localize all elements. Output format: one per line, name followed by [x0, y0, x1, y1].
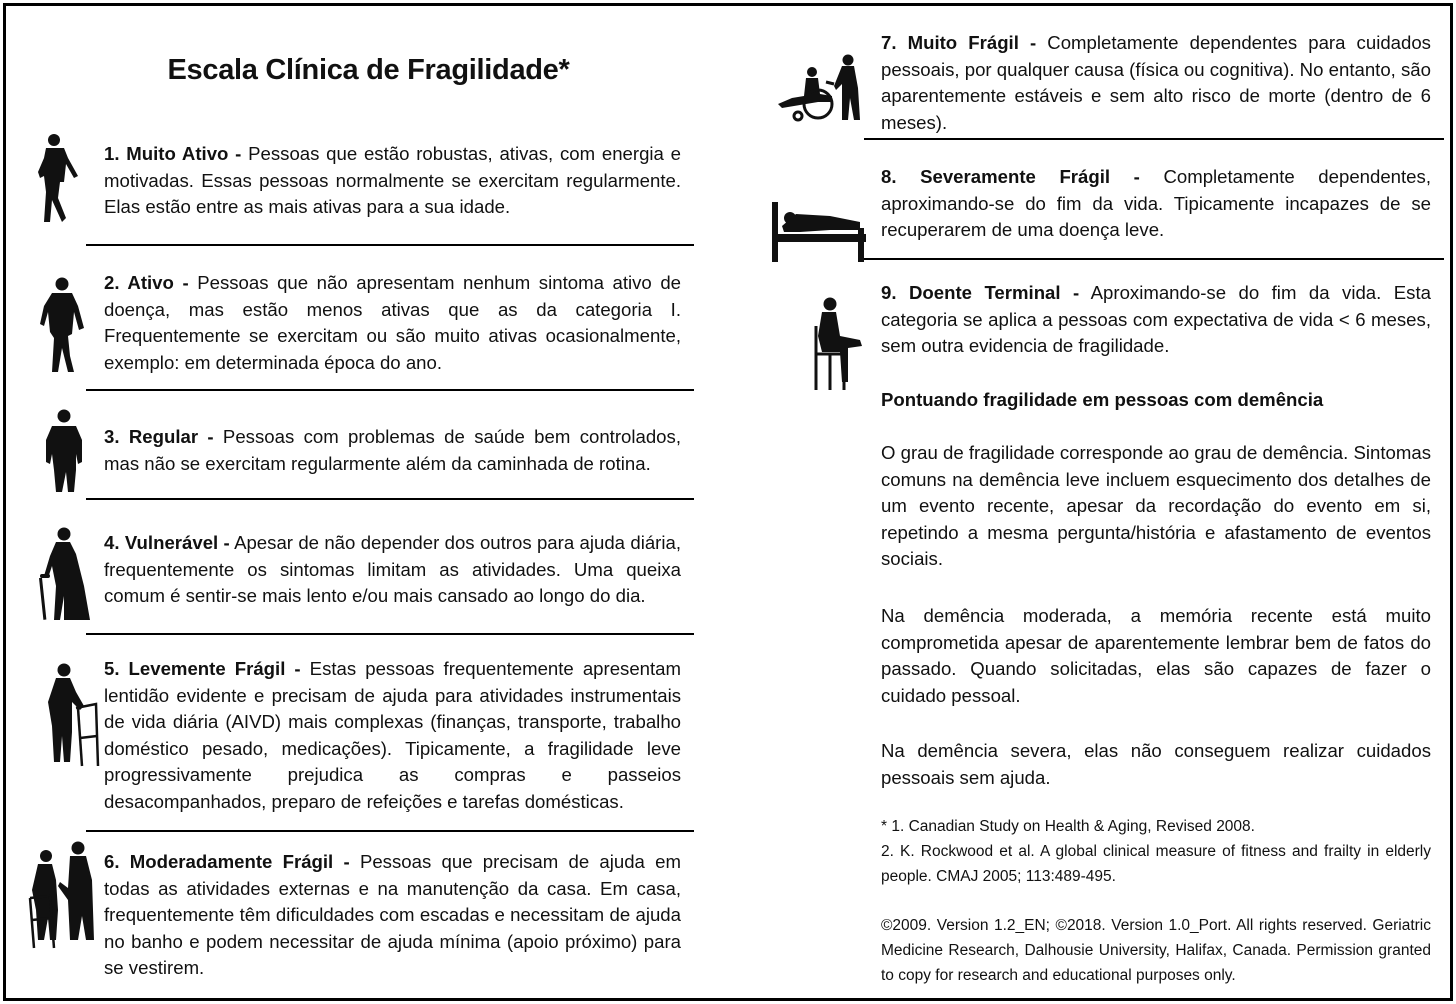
- level-4-text: Apesar de não depender dos outros para ajuda diária, frequentemente os sintomas limitam as atividades. Uma queixa comum é sentir-se mais lento e/ou mais cansado ao longo do dia.: [104, 532, 681, 606]
- level-8-label: 8. Severamente Frágil -: [881, 166, 1140, 187]
- level-6-description: [104, 849, 681, 982]
- level-6-text: Pessoas que precisam de ajuda em todas as atividades externas e na manutenção da casa. Em casa, frequentemente têm dificuldades com escadas e necessitam de ajuda no banho e podem necessitar de ajuda mínima (apoio próximo) para se vestirem.: [104, 851, 681, 978]
- divider: [86, 830, 694, 832]
- dementia-paragraph: O grau de fragilidade corresponde ao grau de demência. Sintomas comuns na demência leve incluem esquecimento dos detalhes de um evento recente, apesar da recordação do evento em si, repetindo a mesma pergunta/história e afastamento de eventos sociais.: [881, 442, 1431, 569]
- level-2-description: [104, 270, 681, 376]
- seated-person-icon: [808, 296, 868, 392]
- divider: [86, 389, 694, 391]
- frailty-scale-document: [3, 3, 1453, 1001]
- assisted-person-with-walker-icon: [28, 840, 98, 950]
- divider: [86, 633, 694, 635]
- standing-active-person-icon: [36, 132, 86, 228]
- dementia-paragraph: Na demência moderada, a memória recente está muito comprometida apesar de aparentemente lembrar bem de fatos do passado. Quando solicitadas, elas são capazes de fazer o cuidado pessoal.: [881, 605, 1431, 706]
- level-9-label: 9. Doente Terminal -: [881, 282, 1080, 303]
- reference-2: 2. K. Rockwood et al. A global clinical measure of fitness and frailty in elderly people. CMAJ 2005; 113:489-495.: [881, 843, 1431, 885]
- level-5-description: [104, 656, 681, 815]
- level-5-label: 5. Levemente Frágil -: [104, 658, 301, 679]
- dementia-paragraph: Na demência severa, elas não conseguem realizar cuidados pessoais sem ajuda.: [881, 740, 1431, 788]
- level-1-label: 1. Muito Ativo -: [104, 143, 242, 164]
- level-9-description: [881, 280, 1431, 360]
- person-with-walker-icon: [44, 662, 100, 770]
- level-4-description: [104, 530, 681, 610]
- reference-1: * 1. Canadian Study on Health & Aging, Revised 2008.: [881, 818, 1255, 835]
- level-3-label: 3. Regular -: [104, 426, 214, 447]
- level-9-text: Aproximando-se do fim da vida. Esta categoria se aplica a pessoas com expectativa de vida < 6 meses, sem outra evidencia de fragilidade.: [881, 282, 1431, 356]
- level-5-text: Estas pessoas frequentemente apresentam lentidão evidente e precisam de ajuda para atividades instrumentais de vida diária (AIVD) mais complexas (finanças, transporte, trabalho doméstico pesado, medicações). Tipicamente, a fragilidade leve progressivamente prejudica as compras e passeios desacompanhados, preparo de refeições e tarefas domésticas.: [104, 658, 682, 812]
- bedridden-person-icon: [770, 198, 868, 264]
- level-3-description: [104, 424, 681, 477]
- divider: [864, 138, 1444, 140]
- level-4-label: 4. Vulnerável -: [104, 532, 230, 553]
- level-2-text: Pessoas que não apresentam nenhum sintoma ativo de doença, mas estão menos ativas que as da categoria I. Frequentemente se exercitam ou são muito ativas ocasionalmente, exemplo: em determinada época do ano.: [104, 272, 681, 373]
- level-1-text: Pessoas que estão robustas, ativas, com energia e motivadas. Essas pessoas normalmente se exercitam regularmente. Elas estão entre as mais ativas para a sua idade.: [104, 143, 681, 217]
- level-3-text: Pessoas com problemas de saúde bem controlados, mas não se exercitam regularmente além da caminhada de rotina.: [104, 426, 681, 474]
- divider: [864, 258, 1444, 260]
- level-2-label: 2. Ativo -: [104, 272, 189, 293]
- level-8-text: Completamente dependentes, aproximando-se do fim da vida. Tipicamente incapazes de se recuperarem de uma doença leve.: [881, 166, 1431, 240]
- level-7-text: Completamente dependentes para cuidados pessoais, por qualquer causa (física ou cognitiva). No entanto, são aparentemente estáveis e sem alto risco de morte (dentro de 6 meses).: [881, 32, 1431, 133]
- dementia-heading: Pontuando fragilidade em pessoas com demência: [881, 389, 1324, 410]
- divider: [86, 498, 694, 500]
- level-7-description: [881, 30, 1431, 136]
- level-7-label: 7. Muito Frágil -: [881, 32, 1037, 53]
- wheelchair-icon: [774, 54, 866, 124]
- person-with-cane-icon: [34, 526, 94, 622]
- walking-person-icon: [38, 276, 90, 376]
- level-6-label: 6. Moderadamente Frágil -: [104, 851, 350, 872]
- page-title: Escala Clínica de Fragilidade*: [167, 54, 570, 86]
- level-1-description: [104, 141, 681, 221]
- level-8-description: [881, 164, 1431, 244]
- divider: [86, 244, 694, 246]
- copyright-notice: ©2009. Version 1.2_EN; ©2018. Version 1.0_Port. All rights reserved. Geriatric Medicine Research, Dalhousie University, Halifax, Canada. Permission granted to copy for research and educational purposes only.: [881, 917, 1431, 984]
- standing-person-icon: [44, 408, 86, 494]
